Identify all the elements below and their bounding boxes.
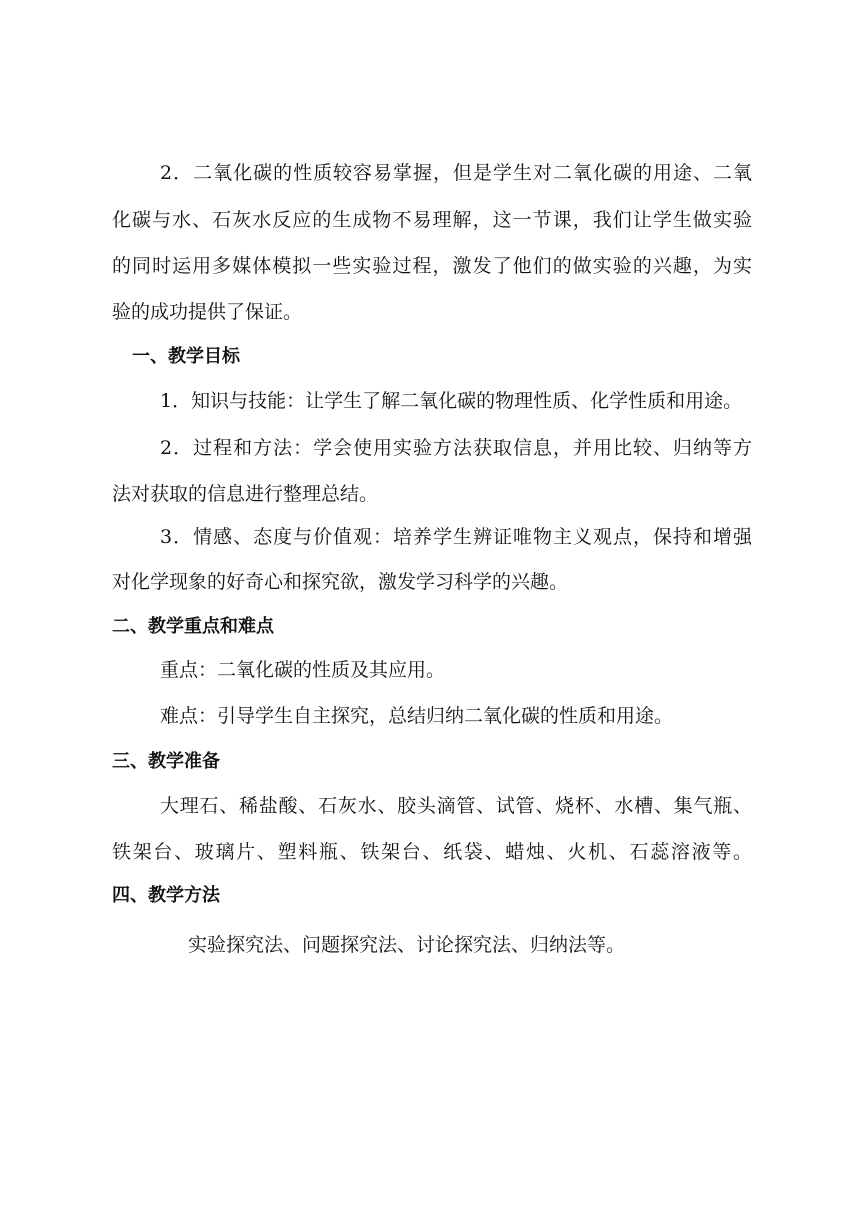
- intro-line-4: 验的成功提供了保证。: [112, 301, 303, 323]
- intro-line-1: 2．二氧化碳的性质较容易掌握，但是学生对二氧化碳的用途、二氧: [160, 162, 752, 184]
- section-heading-preparation: 三、教学准备: [112, 751, 220, 772]
- section-heading-objectives: 一、教学目标: [132, 346, 240, 367]
- intro-line-2: 化碳与水、石灰水反应的生成物不易理解，这一节课，我们让学生做实验: [112, 209, 752, 231]
- key-point-text: 重点：二氧化碳的性质及其应用。: [160, 659, 446, 681]
- section-heading-methods: 四、教学方法: [112, 885, 220, 906]
- difficulty-text: 难点：引导学生自主探究，总结归纳二氧化碳的性质和用途。: [160, 705, 674, 727]
- objective-process-line-1: 2．过程和方法：学会使用实验方法获取信息，并用比较、归纳等方: [160, 437, 752, 459]
- methods-text: 实验探究法、问题探究法、讨论探究法、归纳法等。: [188, 934, 626, 956]
- objective-process-line-2: 法对获取的信息进行整理总结。: [112, 483, 379, 505]
- preparation-line-2: 铁架台、玻璃片、塑料瓶、铁架台、纸袋、蜡烛、火机、石蕊溶液等。: [112, 841, 752, 863]
- objective-attitude-line-2: 对化学现象的好奇心和探究欲，激发学习科学的兴趣。: [112, 571, 569, 593]
- intro-line-3: 的同时运用多媒体模拟一些实验过程，激发了他们的做实验的兴趣，为实: [112, 255, 752, 277]
- section-heading-key-points: 二、教学重点和难点: [112, 616, 274, 637]
- preparation-line-1: 大理石、稀盐酸、石灰水、胶头滴管、试管、烧杯、水槽、集气瓶、: [160, 795, 752, 817]
- objective-knowledge: 1．知识与技能：让学生了解二氧化碳的物理性质、化学性质和用途。: [160, 390, 743, 412]
- objective-attitude-line-1: 3．情感、态度与价值观：培养学生辨证唯物主义观点，保持和增强: [160, 526, 752, 548]
